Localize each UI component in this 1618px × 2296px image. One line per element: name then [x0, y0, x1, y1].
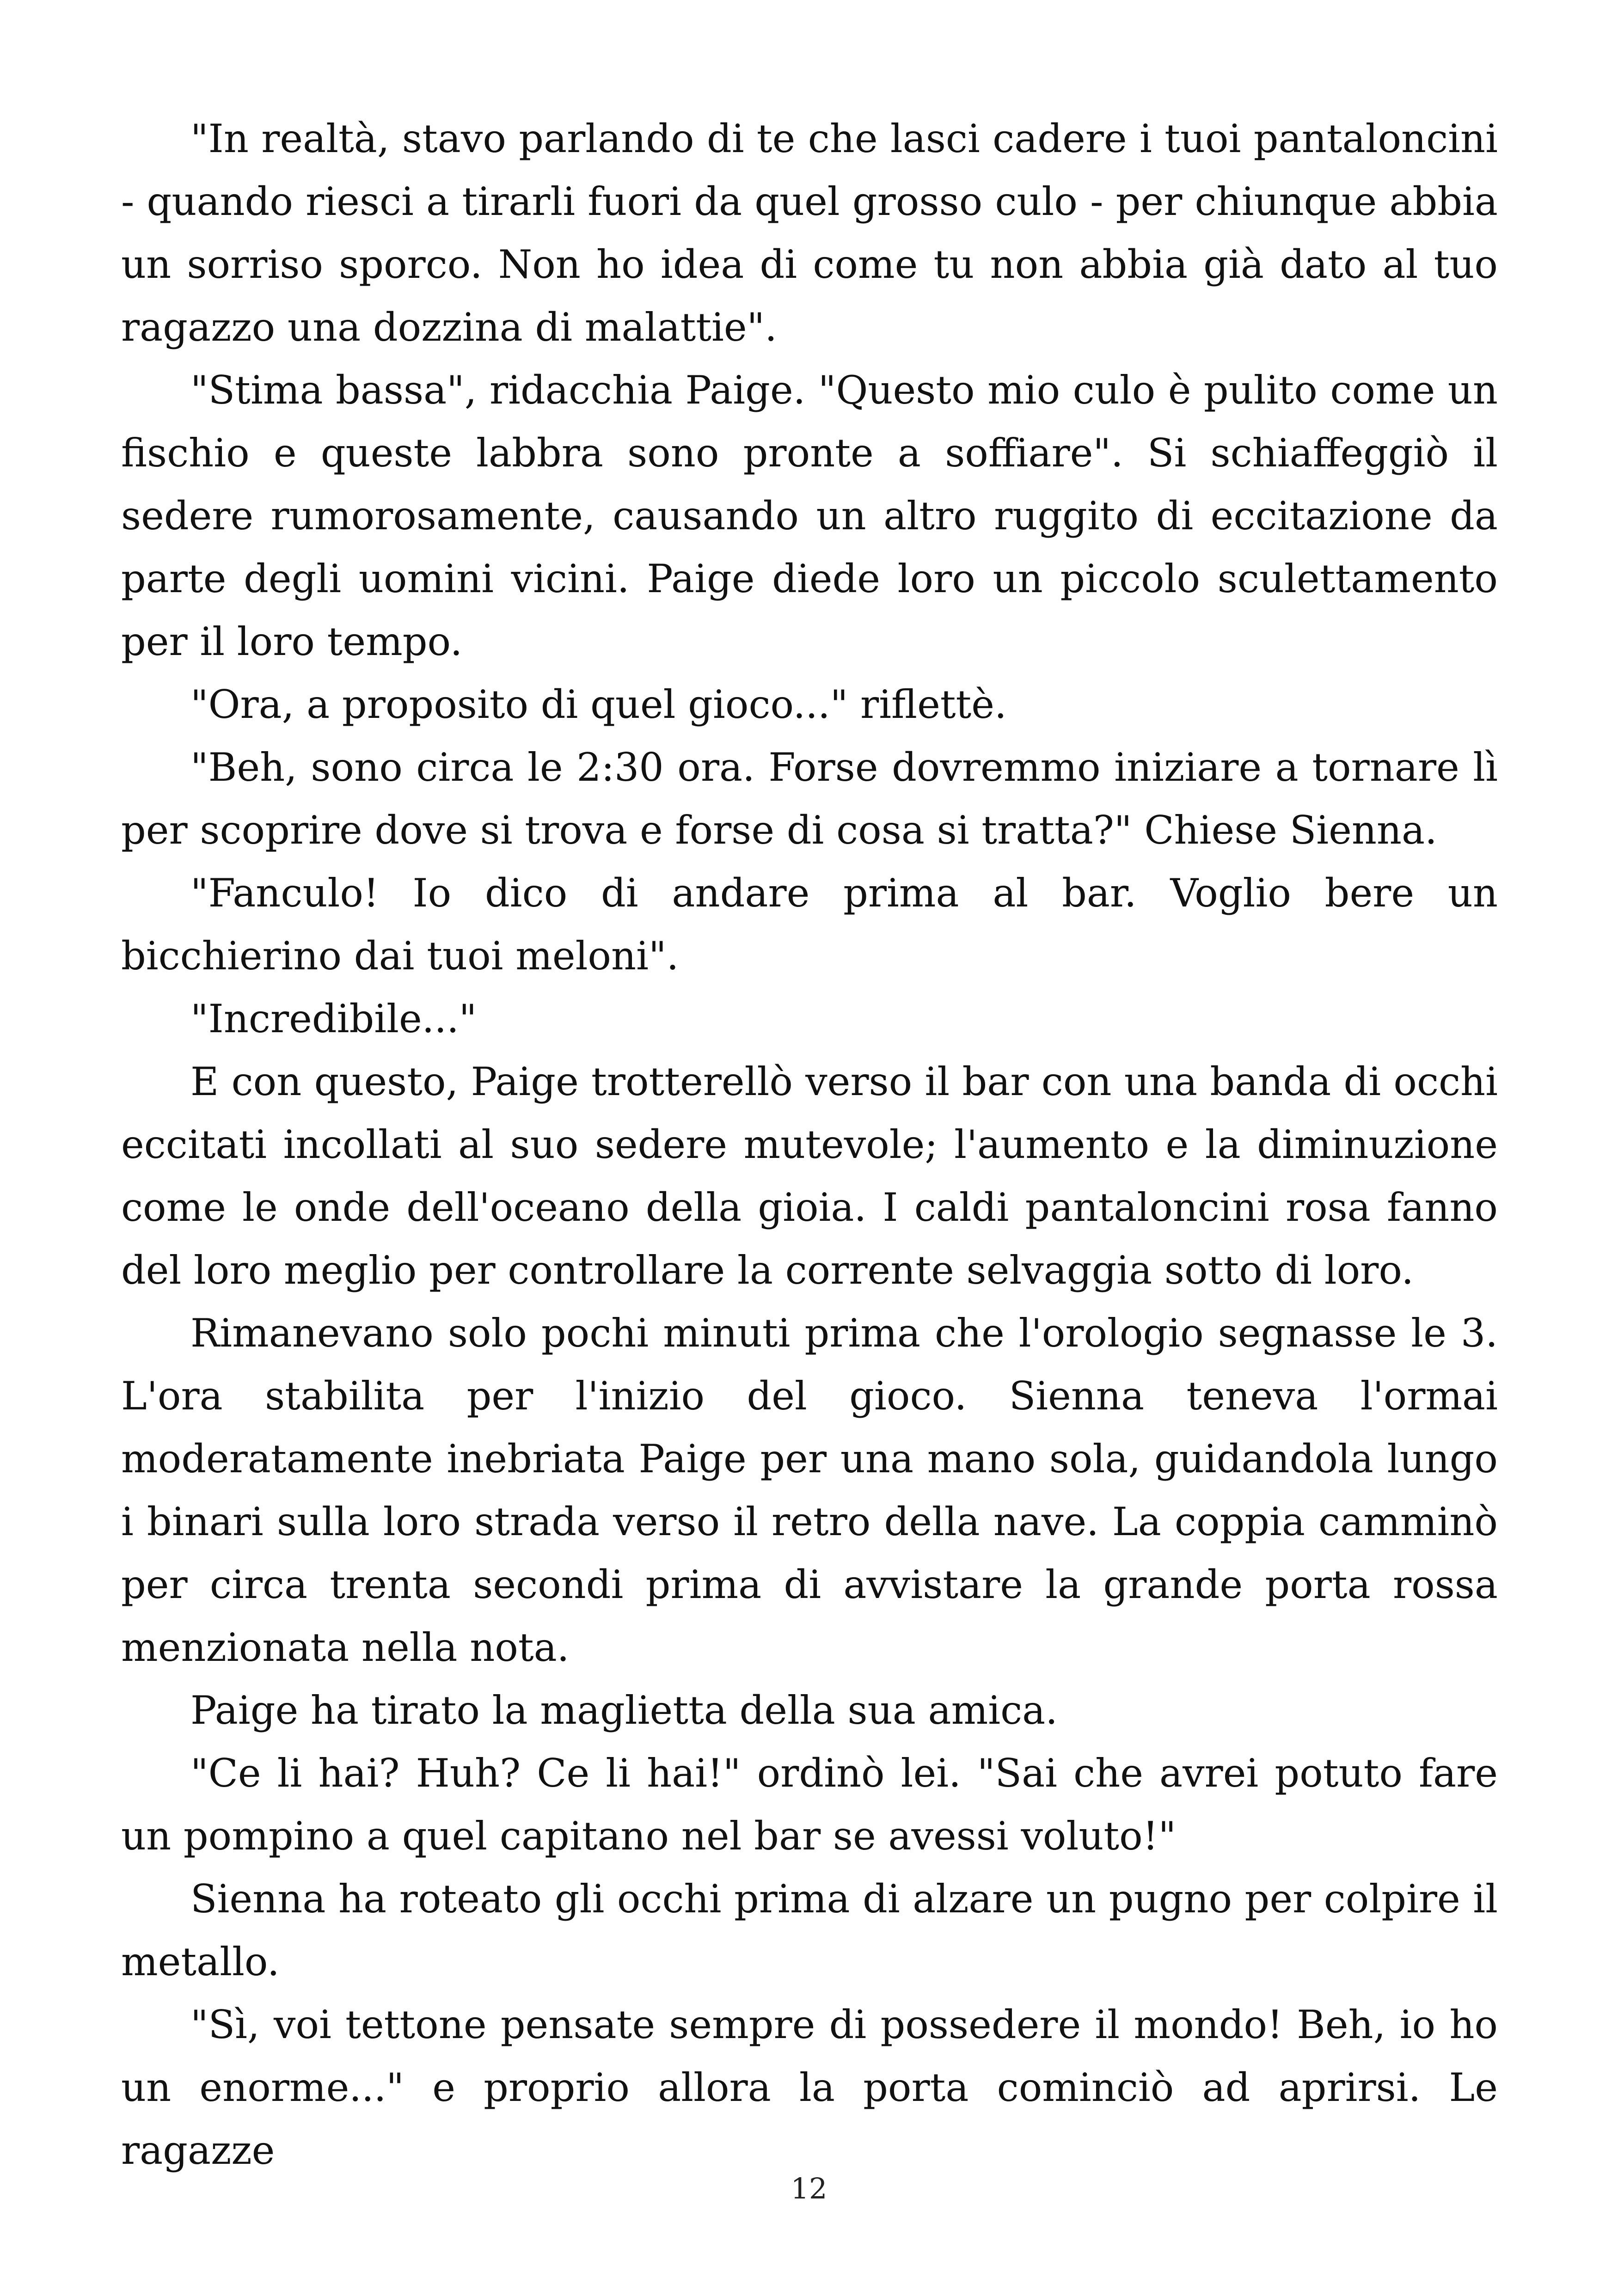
paragraph: E con questo, Paige trotterellò verso il bar con una banda di occhi eccitati incollati al suo sedere mutevole; l'aumento e la diminuzione come le onde dell'oceano della gioia. I caldi pantaloncini rosa fanno del loro meglio per controllare la corrente selvaggia sotto di loro.: [121, 1059, 1498, 1293]
body-text: [121, 107, 1498, 2182]
page-number: 12: [791, 2172, 827, 2205]
paragraph: "Incredibile...": [190, 996, 477, 1041]
paragraph: Paige ha tirato la maglietta della sua amica.: [190, 1688, 1058, 1733]
paragraph: "In realtà, stavo parlando di te che lasci cadere i tuoi pantaloncini - quando riesci a tirarli fuori da quel grosso culo - per chiunque abbia un sorriso sporco. Non ho idea di come tu non abbia già dato al tuo ragazzo una dozzina di malattie".: [121, 116, 1498, 350]
paragraph: "Beh, sono circa le 2:30 ora. Forse dovremmo iniziare a tornare lì per scoprire dove si trova e forse di cosa si tratta?" Chiese Sienna.: [121, 745, 1498, 853]
paragraph: "Fanculo! Io dico di andare prima al bar. Voglio bere un bicchierino dai tuoi meloni".: [121, 870, 1498, 979]
paragraph: Rimanevano solo pochi minuti prima che l'orologio segnasse le 3. L'ora stabilita per l'inizio del gioco. Sienna teneva l'ormai moderatamente inebriata Paige per una mano sola, guidandola lungo i binari sulla loro strada verso il retro della nave. La coppia camminò per circa trenta secondi prima di avvistare la grande porta rossa menzionata nella nota.: [121, 1310, 1498, 1670]
paragraph: "Sì, voi tettone pensate sempre di possedere il mondo! Beh, io ho un enorme..." e proprio allora la porta cominciò ad aprirsi. Le ragazze: [121, 2002, 1498, 2173]
paragraph: "Stima bassa", ridacchia Paige. "Questo mio culo è pulito come un fischio e queste labbra sono pronte a soffiare". Si schiaffeggiò il sedere rumorosamente, causando un altro ruggito di eccitazione da parte degli uomini vicini. Paige diede loro un piccolo sculettamento per il loro tempo.: [121, 367, 1498, 664]
paragraph: "Ce li hai? Huh? Ce li hai!" ordinò lei. "Sai che avrei potuto fare un pompino a quel capitano nel bar se avessi voluto!": [121, 1751, 1498, 1859]
paragraph: "Ora, a proposito di quel gioco..." riflettè.: [190, 682, 1007, 727]
paragraph: Sienna ha roteato gli occhi prima di alzare un pugno per colpire il metallo.: [121, 1876, 1498, 1984]
